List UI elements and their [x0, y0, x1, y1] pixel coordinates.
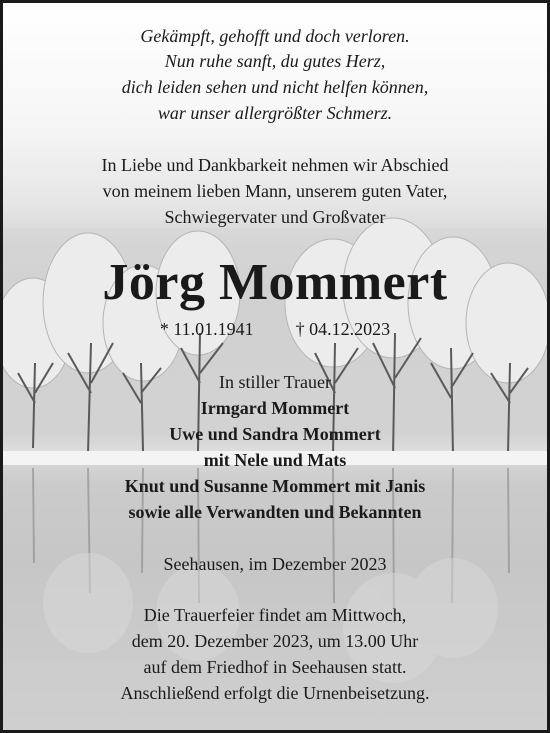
mourner-name: sowie alle Verwandten und Bekannten — [128, 502, 422, 522]
place-date: Seehausen, im Dezember 2023 — [163, 554, 387, 574]
deceased-name: Jörg Mommert — [102, 254, 448, 311]
funeral-line: dem 20. Dezember 2023, um 13.00 Uhr — [131, 631, 419, 651]
intro-line: In Liebe und Dankbarkeit nehmen wir Abschied — [101, 155, 449, 175]
birth-date: * 11.01.1941 — [159, 319, 254, 339]
notice-content — [3, 3, 547, 730]
life-dates — [3, 318, 547, 340]
mourners-heading: In stiller Trauer — [219, 372, 331, 392]
death-date: † 04.12.2023 — [295, 319, 391, 339]
poem-line: dich leiden sehen und nicht helfen können, — [121, 77, 429, 97]
intro-line: Schwiegervater und Großvater — [164, 207, 386, 227]
poem-line: Nun ruhe sanft, du gutes Herz, — [164, 51, 386, 71]
poem-line: Gekämpft, gehofft und doch verloren. — [140, 26, 410, 46]
intro-line: von meinem lieben Mann, unserem guten Vater, — [102, 181, 448, 201]
funeral-line: auf dem Friedhof in Seehausen statt. — [143, 657, 407, 677]
funeral-line: Die Trauerfeier findet am Mittwoch, — [143, 605, 407, 625]
mourner-name: mit Nele und Mats — [203, 450, 347, 470]
mourner-name: Uwe und Sandra Mommert — [169, 424, 381, 444]
mourner-name: Knut und Susanne Mommert mit Janis — [124, 476, 426, 496]
mourner-name: Irmgard Mommert — [200, 398, 350, 418]
funeral-line: Anschließend erfolgt die Urnenbeisetzung. — [120, 683, 430, 703]
poem-line: war unser allergrößter Schmerz. — [157, 103, 393, 123]
